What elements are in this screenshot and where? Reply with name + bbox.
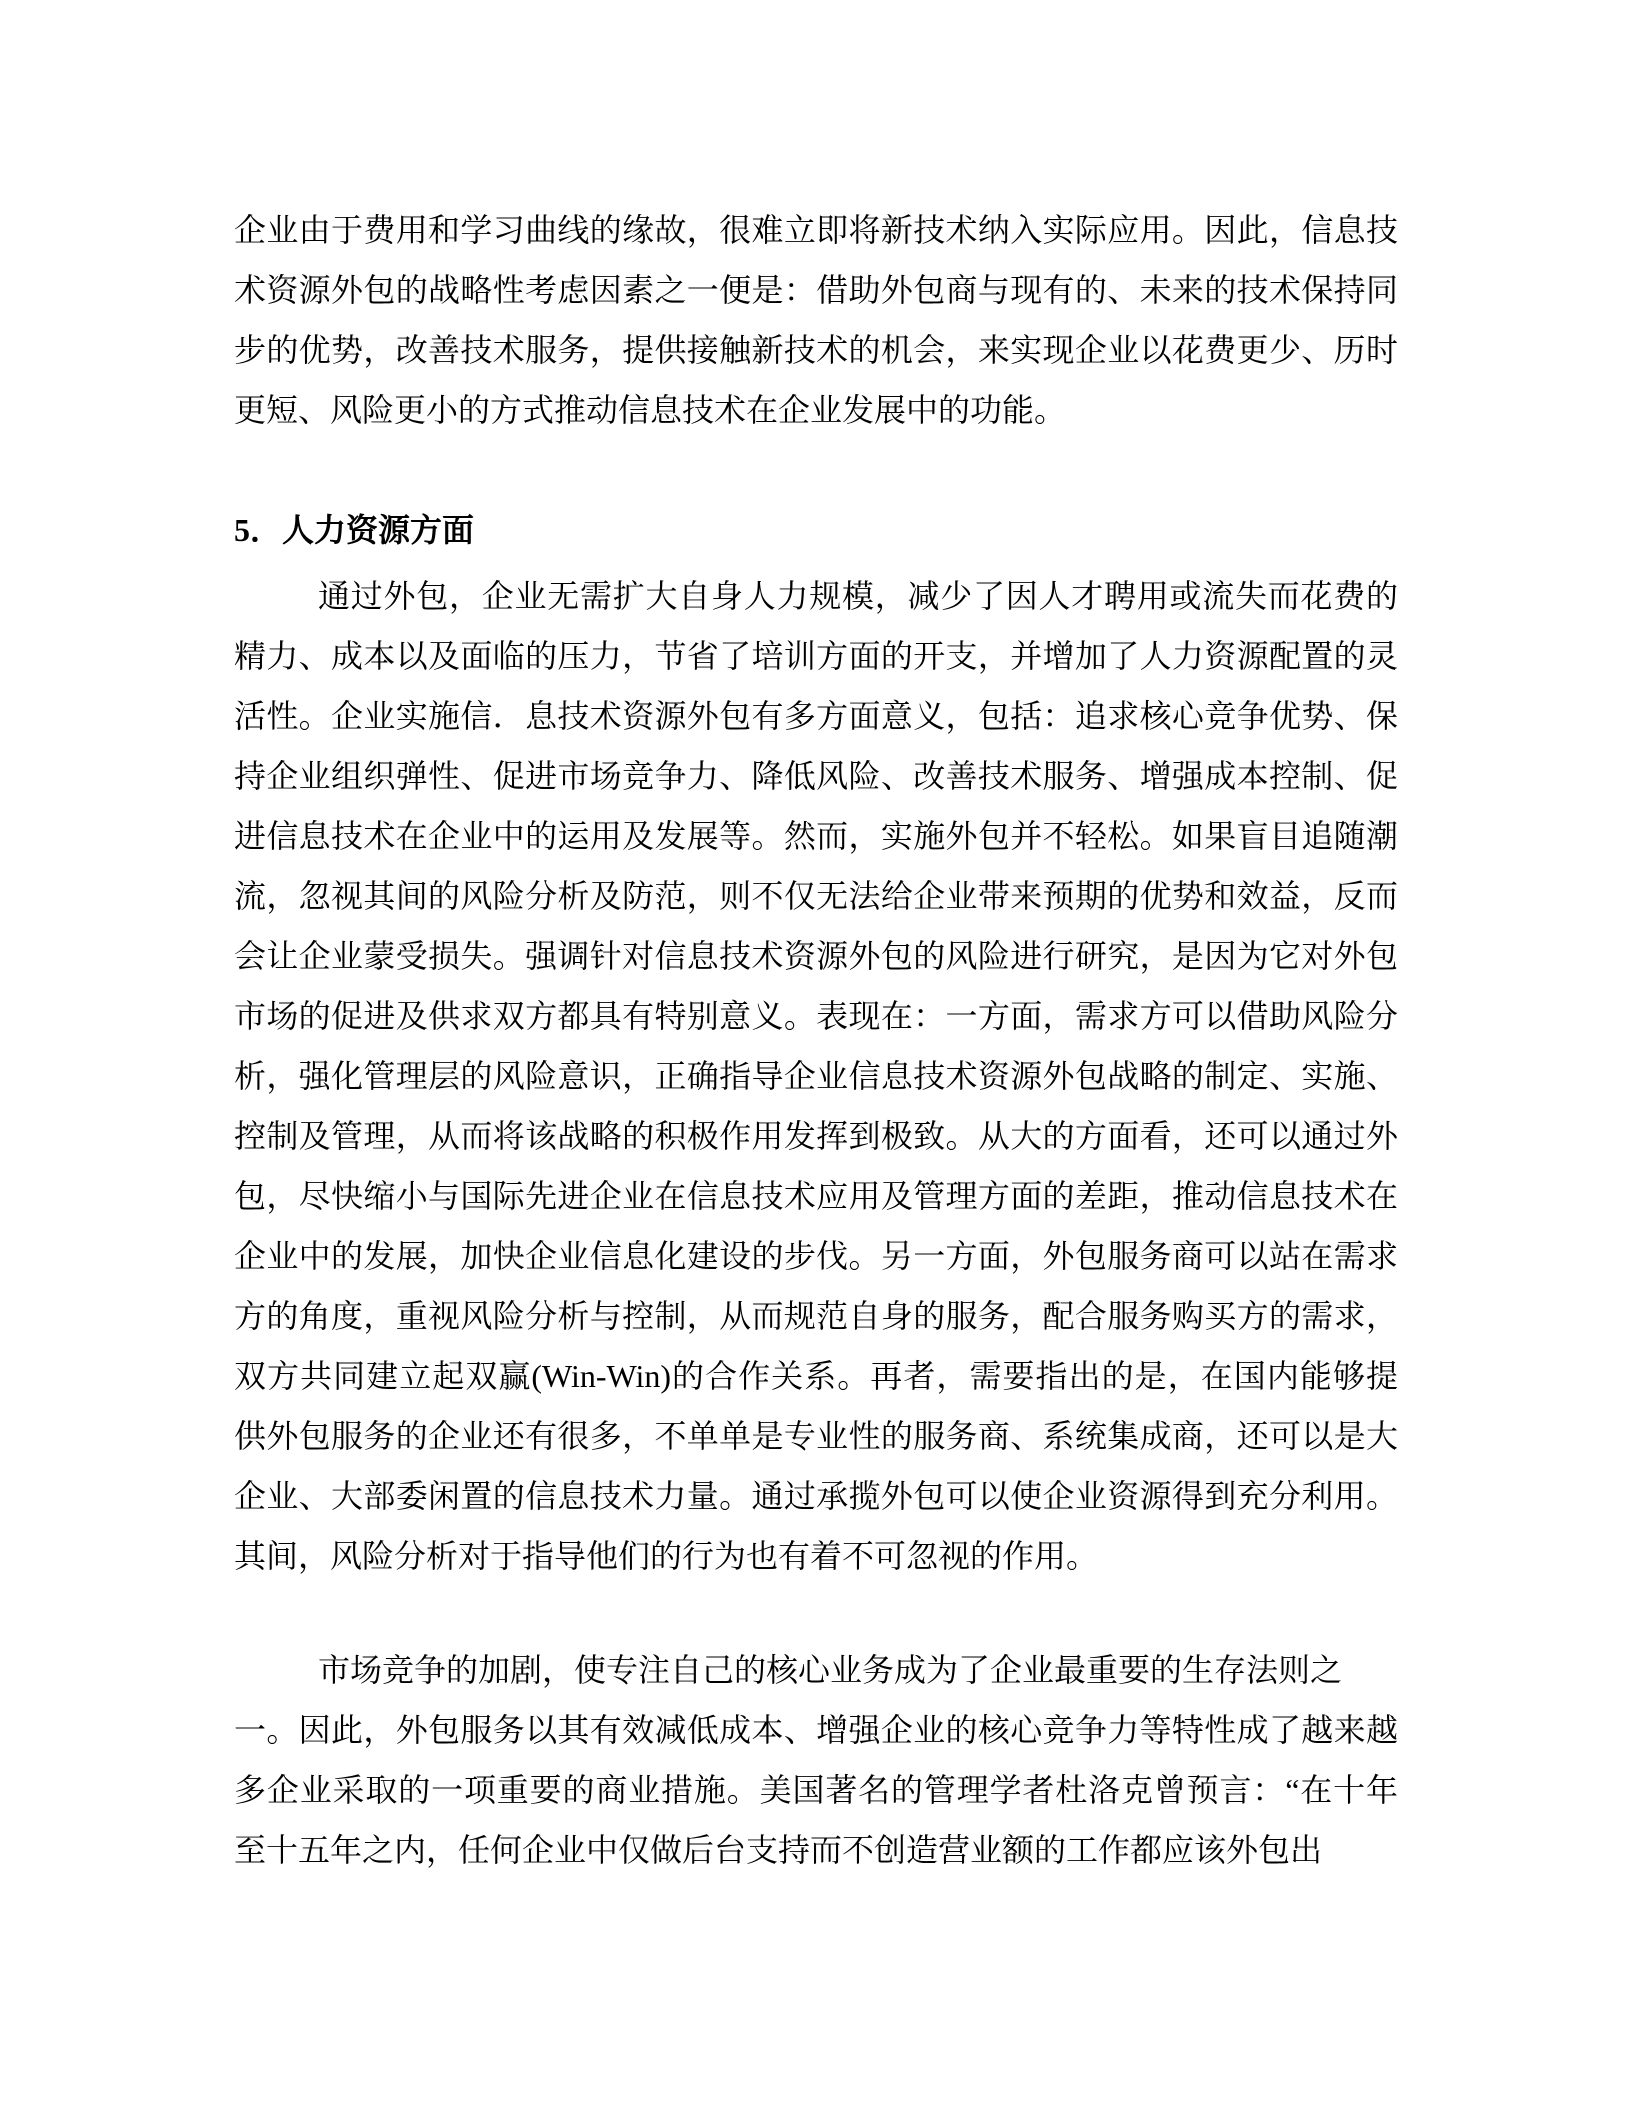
text-line: 术资源外包的战略性考虑因素之一便是：借助外包商与现有的、未来的技术保持同 [234,272,1398,308]
text-line: 方的角度，重视风险分析与控制，从而规范自身的服务，配合服务购买方的需求， [234,1298,1398,1334]
document-text-block [234,200,1398,1880]
text-line: 至十五年之内，任何企业中仅做后台支持而不创造营业额的工作都应该外包出 [234,1832,1323,1868]
text-line: 企业中的发展，加快企业信息化建设的步伐。另一方面，外包服务商可以站在需求 [234,1238,1398,1274]
text-line: 会让企业蒙受损失。强调针对信息技术资源外包的风险进行研究，是因为它对外包 [234,938,1398,974]
text-line: 双方共同建立起双赢(Win-Win)的合作关系。再者，需要指出的是，在国内能够提 [234,1358,1398,1394]
text-line: 持企业组织弹性、促进市场竞争力、降低风险、改善技术服务、增强成本控制、促 [234,758,1398,794]
text-line: 精力、成本以及面临的压力，节省了培训方面的开支，并增加了人力资源配置的灵 [234,638,1398,674]
paragraph [234,1640,1398,1880]
text-line: 供外包服务的企业还有很多，不单单是专业性的服务商、系统集成商，还可以是大 [234,1418,1398,1454]
text-line: 多企业采取的一项重要的商业措施。美国著名的管理学者杜洛克曾预言：“在十年 [234,1772,1398,1808]
text-line: 控制及管理，从而将该战略的积极作用发挥到极致。从大的方面看，还可以通过外 [234,1118,1398,1154]
section-heading: 5．人力资源方面 [234,512,475,548]
paragraph [234,200,1398,440]
paragraph [234,566,1398,1586]
text-line: 一。因此，外包服务以其有效减低成本、增强企业的核心竞争力等特性成了越来越 [234,1712,1398,1748]
text-line: 步的优势，改善技术服务，提供接触新技术的机会，来实现企业以花费更少、历时 [234,332,1398,368]
text-line: 市场的促进及供求双方都具有特别意义。表现在：一方面，需求方可以借助风险分 [234,998,1398,1034]
text-line: 析，强化管理层的风险意识，正确指导企业信息技术资源外包战略的制定、实施、 [234,1058,1398,1094]
text-line: 其间，风险分析对于指导他们的行为也有着不可忽视的作用。 [234,1538,1099,1574]
text-line: 通过外包，企业无需扩大自身人力规模，减少了因人才聘用或流失而花费的 [318,578,1398,614]
text-line: 市场竞争的加剧，使专注自己的核心业务成为了企业最重要的生存法则之 [318,1652,1343,1688]
text-line: 企业、大部委闲置的信息技术力量。通过承揽外包可以使企业资源得到充分利用。 [234,1478,1398,1514]
text-line: 更短、风险更小的方式推动信息技术在企业发展中的功能。 [234,392,1067,428]
text-line: 包，尽快缩小与国际先进企业在信息技术应用及管理方面的差距，推动信息技术在 [234,1178,1398,1214]
text-line: 活性。企业实施信．息技术资源外包有多方面意义，包括：追求核心竞争优势、保 [234,698,1398,734]
text-line: 企业由于费用和学习曲线的缘故，很难立即将新技术纳入实际应用。因此，信息技 [234,212,1398,248]
text-line: 进信息技术在企业中的运用及发展等。然而，实施外包并不轻松。如果盲目追随潮 [234,818,1398,854]
text-line: 流，忽视其间的风险分析及防范，则不仅无法给企业带来预期的优势和效益，反而 [234,878,1398,914]
